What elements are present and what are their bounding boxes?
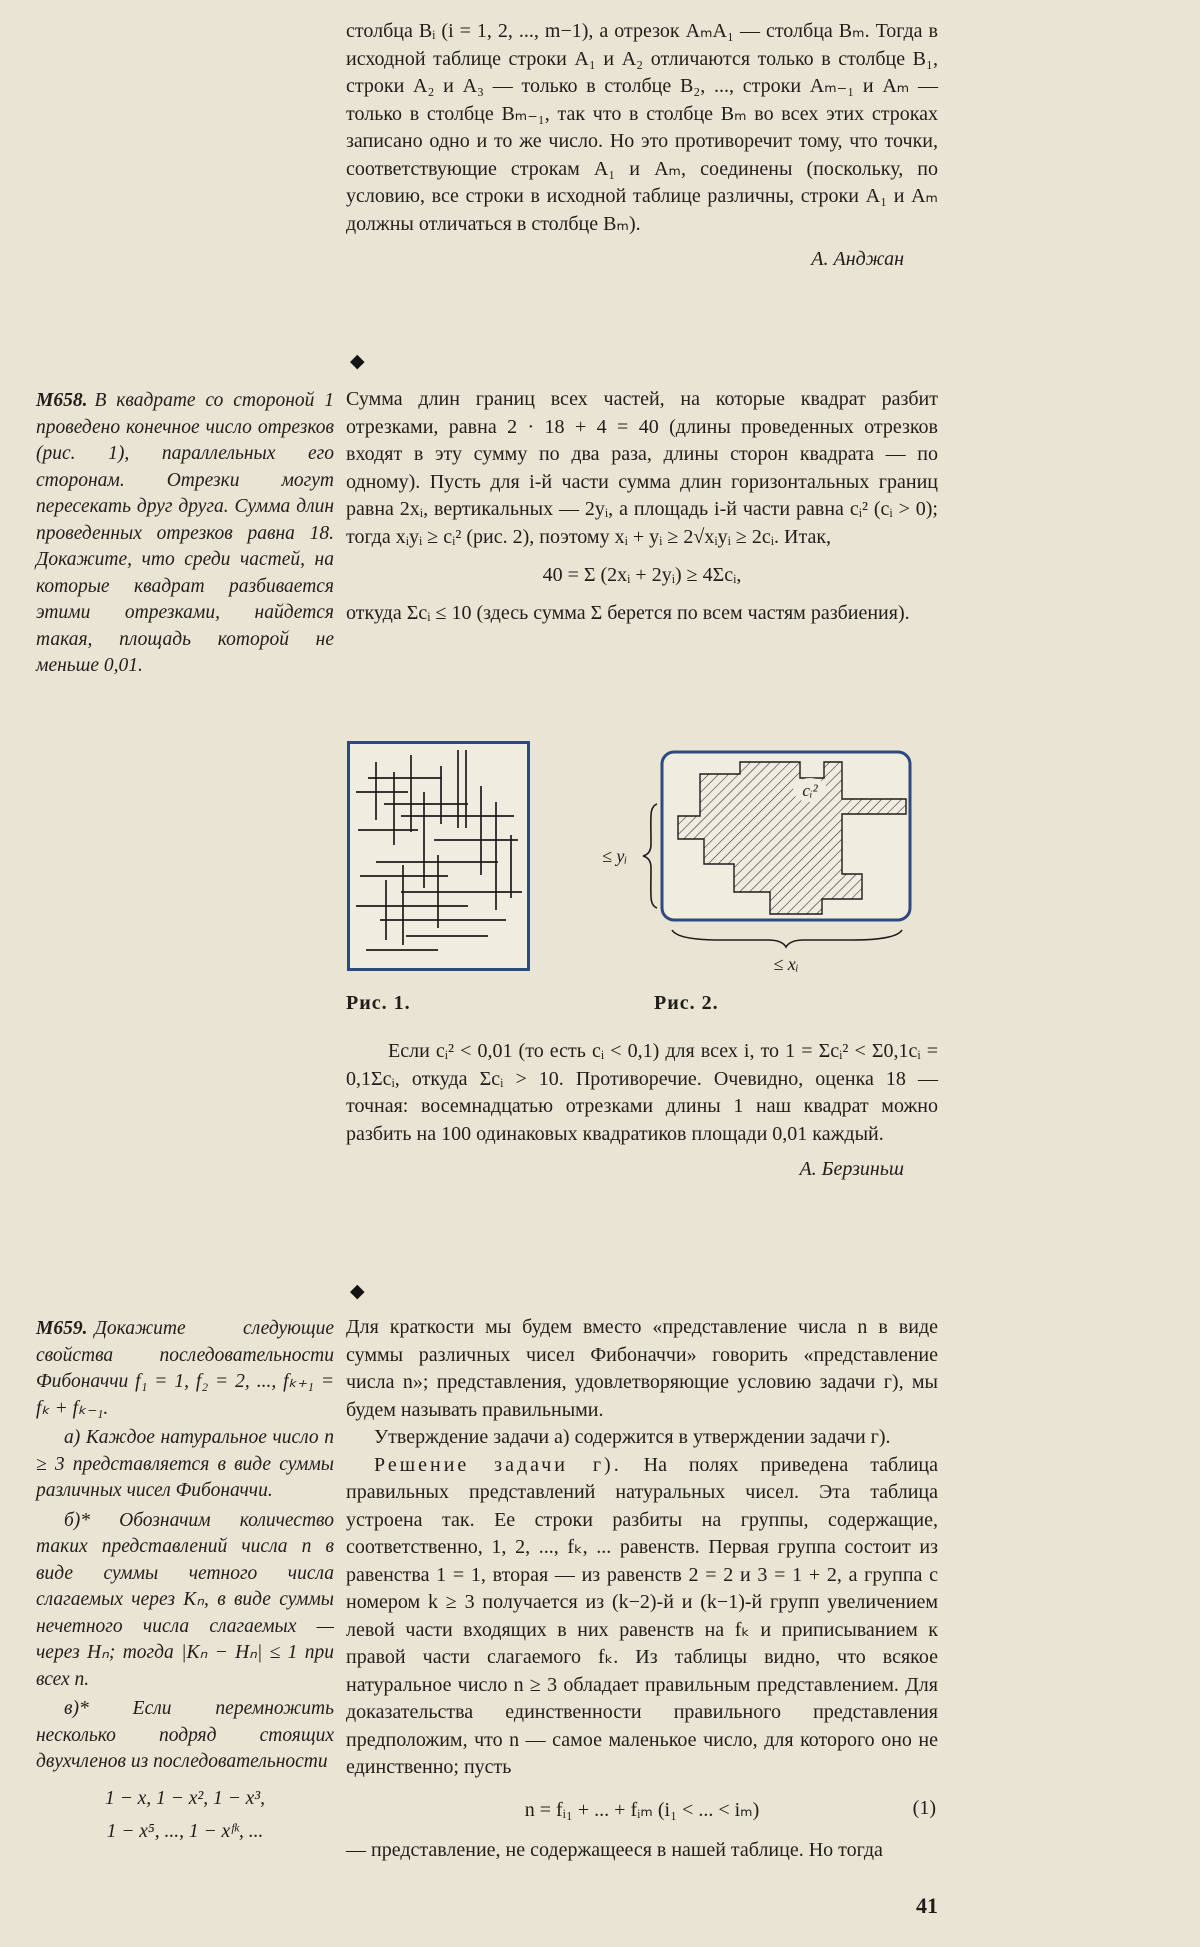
m659-equation-body: n = fᵢ₁ + ... + fᵢₘ (i₁ < ... < iₘ) [524,1798,760,1821]
figure-2-drawing [600,744,936,976]
m658-solution-paragraph-1: Сумма длин границ всех частей, на которые квадрат разбит отрезками, равна 2 · 18 + 4 = 40 (длины проведенных отрезков входят в эту сумму по два раза, длины сторон квадрата — по одному). Пусть для i-й части сумма длин горизонтальных границ равна 2xᵢ, вертикальных — 2yᵢ, а площадь i-й части равна cᵢ² (cᵢ > 0); тогда xᵢyᵢ ≥ cᵢ² (рис. 2), поэтому xᵢ + yᵢ ≥ 2√xᵢyᵢ ≥ 2cᵢ. Итак, [346,388,938,548]
m659-equation-number: (1) [912,1796,936,1819]
problem-m658-number: М658. [36,390,88,411]
problem-m659-formula-2: 1 − x⁵, ..., 1 − xᶠᵏ, ... [106,1820,264,1842]
problem-m659-item-a: а) Каждое натуральное число n ≥ 3 представляется в виде суммы различных чисел Фибоначчи. [36,1427,334,1501]
problem-m659-item-v: в)* Если перемножить несколько подряд стоящих двухчленов из последовательности [36,1698,334,1772]
section-divider-diamond: ◆ [350,351,365,372]
figure-2-under-brace [672,930,902,947]
figure-2-y-label: ≤ yᵢ [602,846,628,866]
figure-2-caption: Рис. 2. [654,992,719,1014]
figure-2-left-brace [643,804,657,908]
problem-m659-statement [36,1316,334,1850]
problem-m659-formula-1: 1 − x, 1 − x², 1 − x³, [104,1787,265,1809]
m659-display-equation [346,1797,938,1822]
problem-m659-number: М659. [36,1318,88,1339]
problem-m659-text [36,1316,334,1422]
m659-solution-rest: На полях приведена таблица правильных представлений натуральных чисел. Эта таблица устроена так. Ее строки разбиты на группы, содержащие, соответственно, 1, 2, ..., fₖ, ... равенств. Первая группа состоит из равенства 1 = 1, вторая — из равенств 2 = 2 и 3 = 1 + 2, а группа с номером k ≥ 3 получается из (k−2)-й и (k−1)-й групп увеличением левой части входящих в них равенств на fₖ и приписыванием к правой части слагаемого fₖ. Из таблицы видно, что всякое натуральное число n ≥ 3 обладает правильным представлением. Для доказательства единственности правильного представления предположим, что n — самое маленькое число, для которого оно не единственно; пусть [346,1453,938,1778]
m659-solution-section [346,1314,938,1864]
continued-solution-section [346,18,938,271]
m659-solution-paragraph-1: Для краткости мы будем вместо «представление числа n в виде суммы различных чисел Фибоначчи» говорить «представление числа n»; представления, удовлетворяющие условию задачи г), мы будем называть правильными. [346,1316,938,1421]
m659-solution-paragraph-2: Утверждение задачи а) содержится в утверждении задачи г). [374,1426,891,1448]
problem-m659-item-b: б)* Обозначим количество таких представлений числа n в виде суммы четного числа слагаемых через Kₙ, в виде суммы нечетного числа слагаемых — через Hₙ; тогда |Kₙ − Hₙ| ≤ 1 при всех n. [36,1509,334,1690]
figure-1-drawing [346,740,531,972]
figure-1 [346,740,531,977]
m658-solution-paragraph-2: откуда Σcᵢ ≤ 10 (здесь сумма Σ берется по всем частям разбиения). [346,602,910,624]
m658-conclusion-section [346,1038,938,1181]
m659-solution-paragraph-4: — представление, не содержащееся в нашей таблице. Но тогда [346,1838,883,1861]
continued-solution-paragraph: столбца Bᵢ (i = 1, 2, ..., m−1), а отрезок AₘA₁ — столбца Bₘ. Тогда в исходной таблице строки A₁ и A₂ отличаются только в столбце B₁, строки A₂ и A₃ — только в столбце B₂, ..., строки Aₘ₋₁ и Aₘ — только в столбце Bₘ₋₁, так что в столбце Bₘ во всех этих строках записано одно и то же число. Но это противоречит тому, что точки, соответствующие строкам A₁ и Aₘ, соединены (поскольку, по условию, все строки в исходной таблице различны, строки A₁ и Aₘ должны отличаться в столбце Bₘ). [346,20,938,235]
m659-solution-paragraph-3 [346,1452,938,1782]
m658-display-equation: 40 = Σ (2xᵢ + 2yᵢ) ≥ 4Σcᵢ, [542,564,742,586]
problem-m658-statement [36,388,334,683]
figure-1-caption: Рис. 1. [346,992,411,1014]
author-signature: А. Берзиньш [799,1158,904,1180]
m659-solution-lead: Решение задачи г). [374,1453,622,1476]
m658-solution-paragraph-3: Если cᵢ² < 0,01 (то есть cᵢ < 0,1) для всех i, то 1 = Σcᵢ² < Σ0,1cᵢ = 0,1Σcᵢ, откуда Σcᵢ > 10. Противоречие. Очевидно, оценка 18 — точная: восемнадцатью отрезками длины 1 наш квадрат можно разбить на 100 одинаковых квадратиков площади 0,01 каждый. [346,1040,938,1145]
problem-m658-text [36,388,334,680]
page-number: 41 [916,1893,938,1918]
section-divider-diamond: ◆ [350,1281,365,1302]
m658-solution-section [346,386,938,628]
figure-2-area-label: cᵢ² [802,781,818,800]
problem-m658-body: В квадрате со стороной 1 проведено конечное число отрезков (рис. 1), параллельных его сторонам. Отрезки могут пересекать друг друга. Сумма длин проведенных отрезков равна 18. Докажите, что среди частей, на которые квадрат разбивается этими отрезками, найдется такая, площадь которой не меньше 0,01. [36,390,334,676]
problem-m659-body: Докажите следующие свойства последовательности Фибоначчи f₁ = 1, f₂ = 2, ..., fₖ₊₁ = fₖ + fₖ₋₁. [36,1318,334,1419]
figure-2-x-label: ≤ xᵢ [773,954,799,974]
figure-2 [600,744,936,981]
author-signature: А. Анджан [811,248,904,270]
